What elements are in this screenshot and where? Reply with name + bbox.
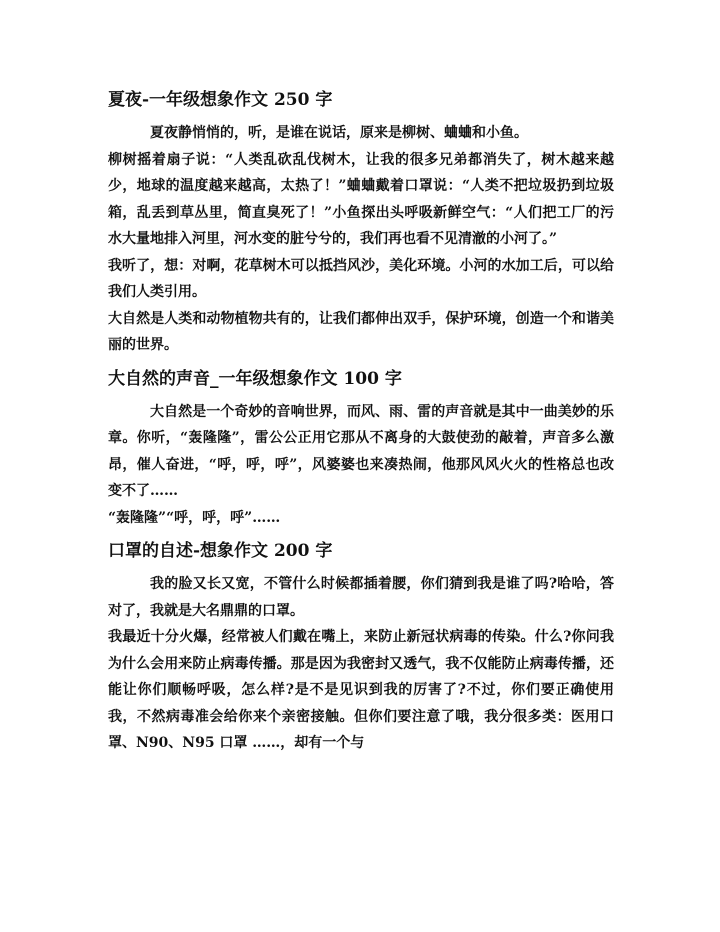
essay-section-nature-sounds bbox=[108, 365, 614, 532]
essay-paragraph: 大自然是一个奇妙的音响世界，而风、雨、雷的声音就是其中一曲美妙的乐章。你听，“轰隆隆”，雷公公正用它那从不离身的大鼓使劲的敲着，声音多么激昂，催人奋进，“呼，呼，呼”，风婆婆也来凑热闹，他那风风火火的性格总也改变不了…… bbox=[108, 403, 614, 499]
essay-paragraph: 柳树摇着扇子说：“人类乱砍乱伐树木，让我的很多兄弟都消失了，树木越来越少，地球的温度越来越高，太热了！”蛐蛐戴着口罩说：“人类不把垃圾扔到垃圾箱，乱丢到草丛里，简直臭死了！”小鱼探出头呼吸新鲜空气：“人们把工厂的污水大量地排入河里，河水变的脏兮兮的，我们再也看不见清澈的小河了。” bbox=[108, 151, 614, 247]
essay-section-summer-night bbox=[108, 86, 614, 359]
essay-title: 口罩的自述-想象作文 200 字 bbox=[108, 541, 333, 561]
essay-section-mask bbox=[108, 537, 614, 757]
essay-paragraph: 大自然是人类和动物植物共有的，让我们都伸出双手，保护环境，创造一个和谐美丽的世界。 bbox=[108, 310, 614, 353]
essay-paragraph: 我的脸又长又宽，不管什么时候都插着腰，你们猜到我是谁了吗?哈哈，答对了，我就是大名鼎鼎的口罩。 bbox=[108, 576, 614, 619]
document-page bbox=[108, 86, 614, 757]
essay-paragraph: 我最近十分火爆，经常被人们戴在嘴上，来防止新冠状病毒的传染。什么?你问我为什么会用来防止病毒传播。那是因为我密封又透气，我不仅能防止病毒传播，还能让你们顺畅呼吸，怎么样?是不是见识到我的厉害了?不过，你们要正确使用我，不然病毒准会给你来个亲密接触。但你们要注意了哦，我分很多类：医用口罩、N90、N95 口罩 ……，却有一个与 bbox=[108, 629, 614, 751]
essay-title: 大自然的声音_一年级想象作文 100 字 bbox=[108, 368, 402, 389]
essay-title: 夏夜-一年级想象作文 250 字 bbox=[108, 90, 333, 110]
essay-paragraph: “轰隆隆”“呼，呼，呼”…… bbox=[108, 509, 281, 526]
essay-paragraph: 夏夜静悄悄的，听，是谁在说话，原来是柳树、蛐蛐和小鱼。 bbox=[150, 125, 528, 141]
essay-paragraph: 我听了，想：对啊，花草树木可以抵挡风沙，美化环境。小河的水加工后，可以给我们人类引用。 bbox=[108, 257, 614, 300]
